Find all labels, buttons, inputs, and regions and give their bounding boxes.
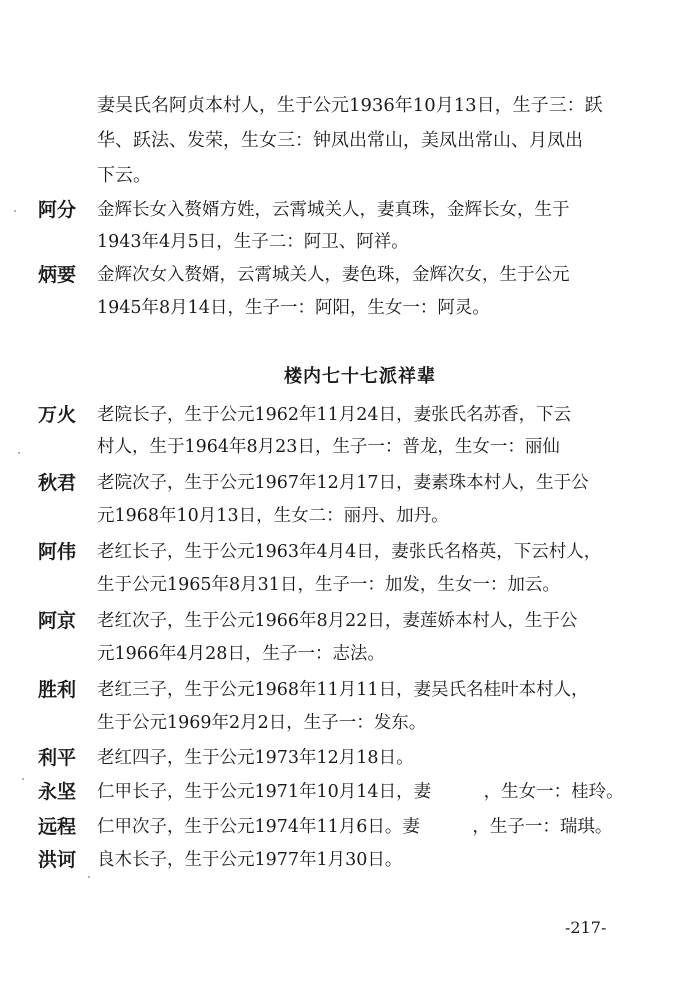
entry-name: 阿京 xyxy=(38,610,77,632)
intro-line-3: 下云。 xyxy=(97,165,151,186)
entry-name: 炳要 xyxy=(38,264,77,286)
scan-speck xyxy=(88,876,90,878)
entry-name: 洪诃 xyxy=(38,849,77,871)
entry-text-line: 老红四子，生于公元1973年12月18日。 xyxy=(97,748,414,768)
entry-text-line: 老红三子，生于公元1968年11月11日，妻吴氏名桂叶本村人， xyxy=(97,680,589,700)
entry-text-line: 1945年8月14日，生子一：阿阳，生女一：阿灵。 xyxy=(97,298,490,318)
entry-name: 阿分 xyxy=(38,199,77,221)
scan-speck xyxy=(18,452,20,454)
section-heading: 楼内七十七派祥辈 xyxy=(284,366,436,387)
intro-line-1: 妻吴氏名阿贞本村人，生于公元1936年10月13日，生子三：跃 xyxy=(97,95,603,116)
entry-text-line: 金辉长女入赘婿方姓，云霄城关人，妻真珠，金辉长女，生于 xyxy=(97,200,570,220)
entry-text-line: 仁甲次子，生于公元1974年11月6日。妻 ，生子一：瑞琪。 xyxy=(97,817,613,837)
entry-text-line: 生于公元1965年8月31日，生子一：加发，生女一：加云。 xyxy=(97,575,560,595)
entry-name: 秋君 xyxy=(38,472,77,494)
entry-text-line: 老红长子，生于公元1963年4月4日，妻张氏名格英，下云村人， xyxy=(97,542,602,562)
entry-text-line: 金辉次女入赘婿，云霄城关人，妻色珠，金辉次女，生于公元 xyxy=(97,265,570,285)
entry-text-line: 村人，生于1964年8月23日，生子一：普龙，生女一：丽仙 xyxy=(97,437,560,457)
entry-text-line: 生于公元1969年2月2日，生子一：发东。 xyxy=(97,713,427,733)
entry-name: 胜利 xyxy=(38,679,77,701)
entry-name: 永坚 xyxy=(38,781,77,803)
scan-speck xyxy=(22,778,24,780)
intro-line-2: 华、跃法、发荣，生女三：钟凤出常山，美凤出常山、月凤出 xyxy=(97,130,583,151)
entry-name: 万火 xyxy=(38,404,77,426)
entry-name: 阿伟 xyxy=(38,541,77,563)
entry-name: 远程 xyxy=(38,816,77,838)
entry-name: 利平 xyxy=(38,747,77,769)
entry-text-line: 仁甲长子，生于公元1971年10月14日，妻 ，生女一：桂玲。 xyxy=(97,782,624,802)
entry-text-line: 1943年4月5日，生子二：阿卫、阿祥。 xyxy=(97,232,409,252)
entry-text-line: 老红次子，生于公元1966年8月22日，妻莲娇本村人，生于公 xyxy=(97,611,578,631)
entry-text-line: 元1966年4月28日，生子一：志法。 xyxy=(97,644,385,664)
entry-text-line: 老院长子，生于公元1962年11月24日，妻张氏名苏香，下云 xyxy=(97,405,572,425)
scan-speck xyxy=(14,210,16,212)
entry-text-line: 良木长子，生于公元1977年1月30日。 xyxy=(97,850,403,870)
page-number: -217- xyxy=(565,918,607,937)
entry-text-line: 老院次子，生于公元1967年12月17日，妻素珠本村人，生于公 xyxy=(97,473,589,493)
entry-text-line: 元1968年10月13日，生女二：丽丹、加丹。 xyxy=(97,506,449,526)
